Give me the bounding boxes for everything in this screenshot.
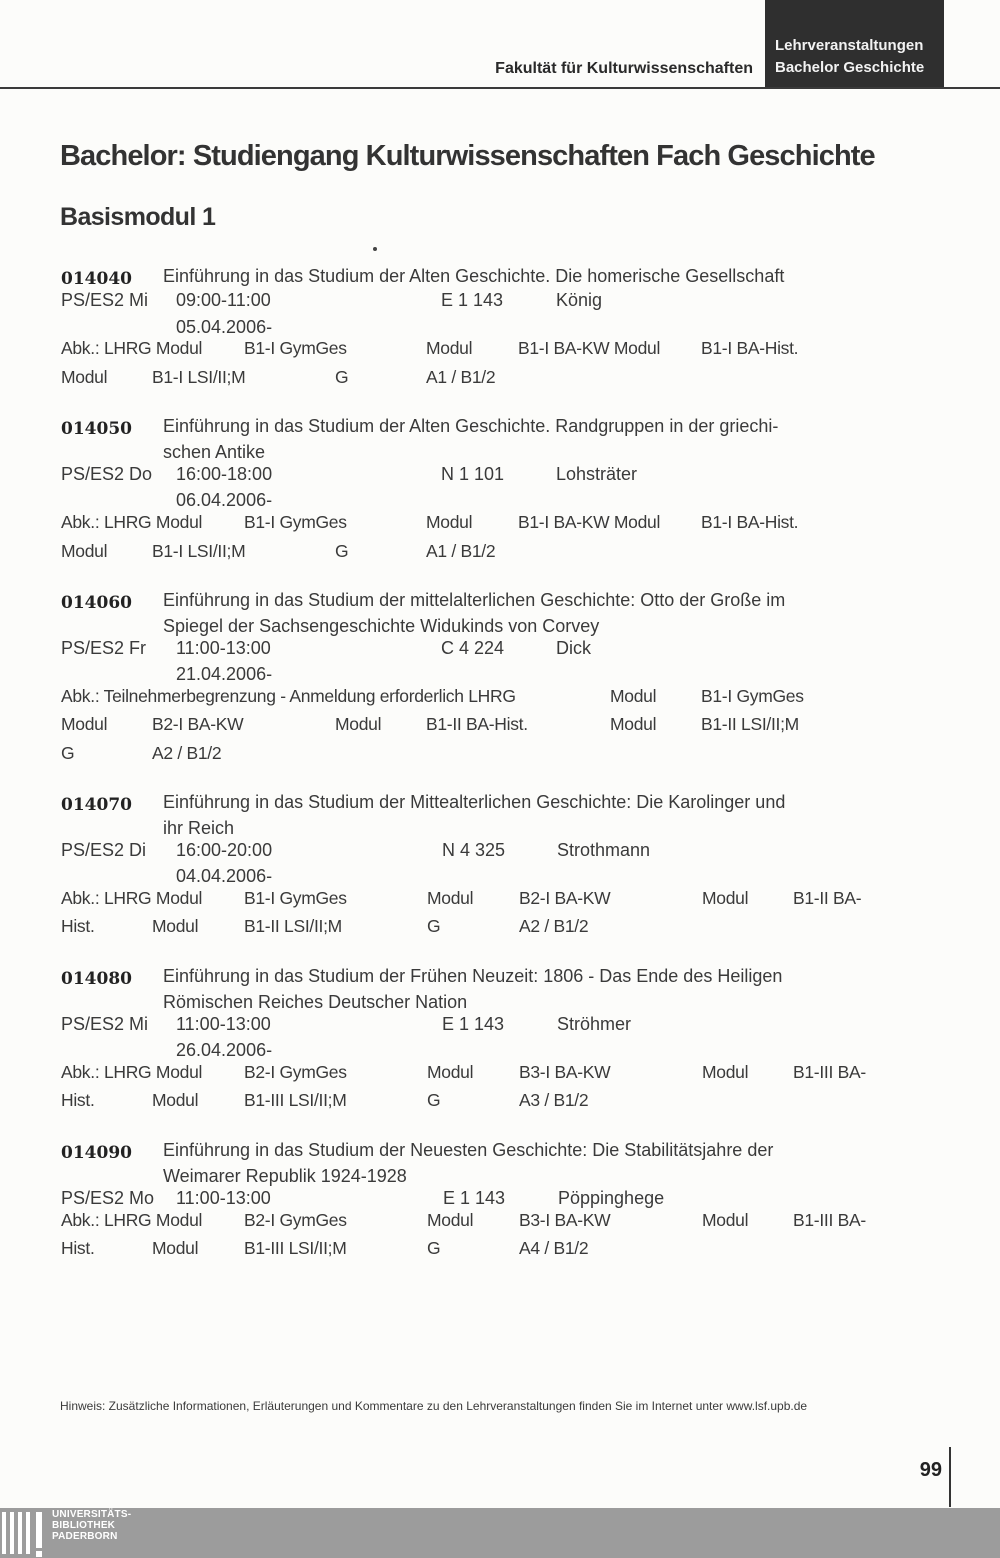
footer-note: Hinweis: Zusätzliche Informationen, Erläuterungen und Kommentare zu den Lehrveranstaltungen finden Sie im Internet unter www.lsf.upb.de — [60, 1399, 808, 1413]
course-detail: B1-III LSI/II;M — [244, 1238, 347, 1258]
course-detail: Hist. — [61, 1238, 95, 1258]
course-detail: B1-I LSI/II;M — [152, 541, 246, 561]
course-detail: Hist. — [61, 916, 95, 936]
course-title-line: Spiegel der Sachsengeschichte Widukinds von Corvey — [163, 616, 600, 636]
course-detail: A1 / B1/2 — [426, 541, 496, 561]
course-title-line: Einführung in das Studium der Neuesten Geschichte: Die Stabilitätsjahre der — [163, 1140, 774, 1160]
course-detail: B3-I BA-KW — [519, 1062, 611, 1082]
course-detail: Modul — [426, 512, 473, 532]
course-detail: A4 / B1/2 — [519, 1238, 589, 1258]
section-tab-line2: Bachelor Geschichte — [775, 59, 925, 76]
course-detail: A2 / B1/2 — [519, 916, 589, 936]
course-detail: Abk.: LHRG Modul — [61, 338, 203, 358]
course-detail: B1-I GymGes — [244, 512, 347, 532]
course-detail: B2-I BA-KW — [152, 714, 244, 734]
course-detail: Modul — [702, 1062, 749, 1082]
course-detail: Modul — [427, 1210, 474, 1230]
course-title-line: ihr Reich — [163, 818, 235, 838]
course-type: PS/ES2 Mi — [61, 1014, 149, 1034]
course-detail: Modul — [61, 714, 108, 734]
course-type: PS/ES2 Fr — [61, 638, 147, 658]
course-detail: B2-I GymGes — [244, 1210, 347, 1230]
section-tab-line1: Lehrveranstaltungen — [775, 37, 924, 54]
course-title-line: Einführung in das Studium der mittelalterlichen Geschichte: Otto der Große im — [163, 590, 786, 610]
course-type: PS/ES2 Do — [61, 464, 153, 484]
course-detail: Abk.: LHRG Modul — [61, 512, 203, 532]
course-time: 11:00-13:00 — [176, 1188, 271, 1208]
course-detail: Modul — [152, 1238, 199, 1258]
course-detail: B1-II LSI/II;M — [701, 714, 799, 734]
course-lecturer: König — [556, 290, 603, 310]
section-subtitle: Basismodul 1 — [60, 203, 216, 231]
course-title-line: Weimarer Republik 1924-1928 — [163, 1166, 407, 1186]
course-detail: Modul — [702, 1210, 749, 1230]
course-detail: B1-I BA-Hist. — [701, 338, 799, 358]
course-lecturer: Strothmann — [557, 840, 651, 860]
course-detail: B1-I GymGes — [244, 888, 347, 908]
course-number: 014070 — [61, 795, 132, 815]
course-detail: B2-I BA-KW — [519, 888, 611, 908]
course-detail: B1-III BA- — [793, 1210, 866, 1230]
course-detail: Modul — [427, 1062, 474, 1082]
course-detail: G — [427, 1238, 441, 1258]
course-detail: B1-II BA-Hist. — [426, 714, 528, 734]
course-detail: A3 / B1/2 — [519, 1090, 589, 1110]
course-lecturer: Dick — [556, 638, 591, 658]
course-type: PS/ES2 Mi — [61, 290, 149, 310]
course-start-date: 26.04.2006- — [176, 1040, 273, 1060]
stray-dot — [373, 247, 377, 251]
library-logo-icon — [0, 1508, 48, 1558]
course-room: E 1 143 — [441, 290, 504, 310]
course-time: 11:00-13:00 — [176, 1014, 271, 1034]
course-title-line: Einführung in das Studium der Alten Geschichte. Randgruppen in der griechi- — [163, 416, 779, 436]
course-time: 16:00-20:00 — [176, 840, 273, 860]
course-detail: Modul — [702, 888, 749, 908]
course-detail: B1-II LSI/II;M — [244, 916, 342, 936]
course-detail: A1 / B1/2 — [426, 367, 496, 387]
course-detail: B1-I BA-KW Modul — [518, 338, 661, 358]
course-lecturer: Pöppinghege — [558, 1188, 665, 1208]
course-detail: Modul — [152, 916, 199, 936]
course-detail: Modul — [335, 714, 382, 734]
course-lecturer: Lohsträter — [556, 464, 638, 484]
course-time: 16:00-18:00 — [176, 464, 273, 484]
course-number: 014040 — [61, 269, 132, 289]
course-room: E 1 143 — [443, 1188, 506, 1208]
course-detail: Modul — [427, 888, 474, 908]
course-detail: Modul — [152, 1090, 199, 1110]
course-start-date: 04.04.2006- — [176, 866, 273, 886]
course-detail: G — [335, 367, 349, 387]
course-detail: Modul — [61, 367, 108, 387]
course-detail: G — [335, 541, 349, 561]
course-detail: B1-I BA-KW Modul — [518, 512, 661, 532]
course-room: C 4 224 — [441, 638, 505, 658]
page-number-rule — [949, 1447, 951, 1507]
course-detail: B2-I GymGes — [244, 1062, 347, 1082]
course-room: E 1 143 — [442, 1014, 505, 1034]
course-detail: B1-I GymGes — [701, 686, 804, 706]
course-lecturer: Ströhmer — [557, 1014, 632, 1034]
course-number: 014050 — [61, 419, 132, 439]
course-detail: Modul — [610, 714, 657, 734]
library-footer-bar — [0, 1508, 1000, 1558]
course-detail: Abk.: LHRG Modul — [61, 888, 203, 908]
course-title-line: schen Antike — [163, 442, 266, 462]
course-detail: B1-I LSI/II;M — [152, 367, 246, 387]
course-detail: G — [427, 1090, 441, 1110]
course-time: 09:00-11:00 — [176, 290, 271, 310]
course-number: 014090 — [61, 1143, 132, 1163]
course-detail: B1-III LSI/II;M — [244, 1090, 347, 1110]
course-title-line: Einführung in das Studium der Mittealterlichen Geschichte: Die Karolinger und — [163, 792, 786, 812]
page-title: Bachelor: Studiengang Kulturwissenschaften Fach Geschichte — [60, 140, 875, 172]
course-detail: B1-III BA- — [793, 1062, 866, 1082]
course-detail: G — [427, 916, 441, 936]
course-number: 014080 — [61, 969, 132, 989]
library-logo-line: UNIVERSITÄTS- — [52, 1509, 132, 1520]
course-room: N 1 101 — [441, 464, 505, 484]
course-number: 014060 — [61, 593, 132, 613]
library-logo-text — [52, 1509, 131, 1542]
header-rule — [0, 87, 1000, 89]
course-room: N 4 325 — [442, 840, 506, 860]
course-start-date: 06.04.2006- — [176, 490, 273, 510]
course-detail: Modul — [61, 541, 108, 561]
course-start-date: 21.04.2006- — [176, 664, 273, 684]
course-detail: A2 / B1/2 — [152, 743, 222, 763]
course-time: 11:00-13:00 — [176, 638, 271, 658]
course-start-date: 05.04.2006- — [176, 317, 273, 337]
faculty-name: Fakultät für Kulturwissenschaften — [495, 60, 753, 77]
section-tab — [765, 0, 944, 87]
course-detail: B1-I GymGes — [244, 338, 347, 358]
course-detail: B1-II BA- — [793, 888, 862, 908]
course-detail: B3-I BA-KW — [519, 1210, 611, 1230]
course-detail: Abk.: LHRG Modul — [61, 1062, 203, 1082]
course-type: PS/ES2 Mo — [61, 1188, 155, 1208]
library-logo-line: BIBLIOTHEK — [52, 1520, 116, 1531]
page-number: 99 — [919, 1459, 942, 1481]
course-detail: Abk.: LHRG Modul — [61, 1210, 203, 1230]
course-detail: G — [61, 743, 75, 763]
course-title-line: Römischen Reiches Deutscher Nation — [163, 992, 468, 1012]
library-logo-line: PADERBORN — [52, 1531, 118, 1542]
course-detail: Abk.: Teilnehmerbegrenzung - Anmeldung erforderlich LHRG — [61, 686, 516, 706]
course-detail: Hist. — [61, 1090, 95, 1110]
course-detail: Modul — [610, 686, 657, 706]
course-detail: Modul — [426, 338, 473, 358]
course-title-line: Einführung in das Studium der Alten Geschichte. Die homerische Gesellschaft — [163, 266, 785, 286]
course-title-line: Einführung in das Studium der Frühen Neuzeit: 1806 - Das Ende des Heiligen — [163, 966, 783, 986]
course-detail: B1-I BA-Hist. — [701, 512, 799, 532]
course-type: PS/ES2 Di — [61, 840, 147, 860]
